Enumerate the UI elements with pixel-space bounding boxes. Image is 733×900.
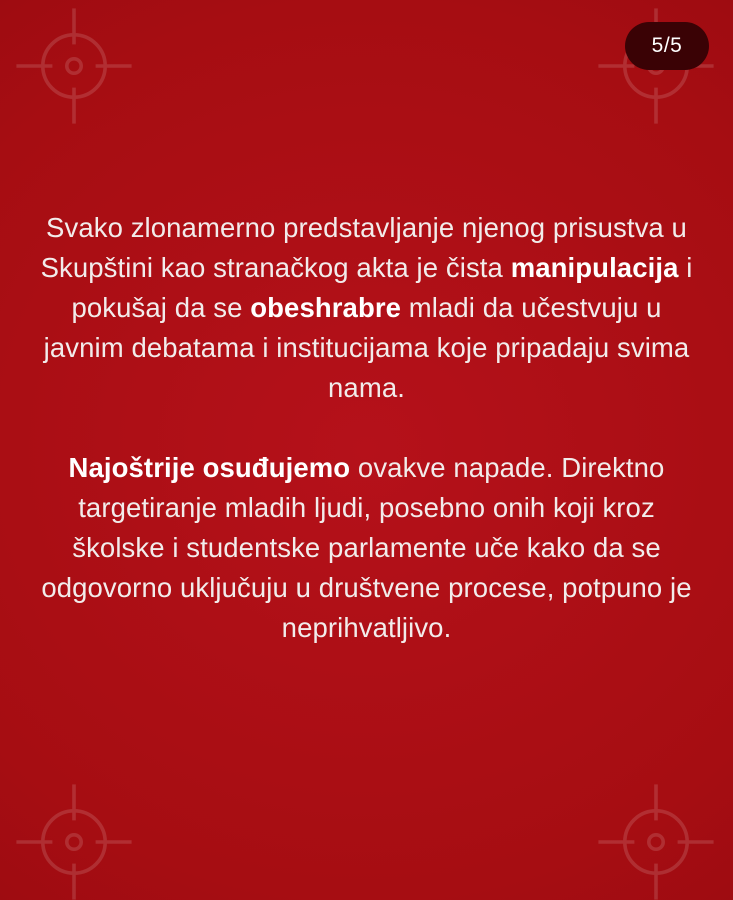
- paragraph-1-run-2: i pokušaj da se: [71, 252, 693, 323]
- paragraph-1: [32, 208, 701, 408]
- paragraph-1-run-3: obeshrabre: [250, 292, 402, 323]
- paragraph-1-run-0: Svako zlonamerno predstavljanje njenog prisustva u Skupštini kao stranačkog akta je čista: [40, 212, 687, 283]
- slide-text-content: [0, 208, 733, 648]
- paragraph-1-run-1: manipulacija: [510, 252, 679, 283]
- paragraph-1-run-4: mladi da učestvuju u javnim debatama i institucijama koje pripadaju svima nama.: [43, 292, 690, 403]
- slide-counter-badge: [625, 22, 709, 70]
- crosshair-icon-top-left: [14, 6, 134, 126]
- slide-counter-label: 5/5: [651, 34, 683, 57]
- paragraph-2-run-1: ovakve napade. Direktno targetiranje mladih ljudi, posebno onih koji kroz školske i studentske parlamente uče kako da se odgovorno uključuju u društvene procese, potpuno je neprihvatljivo.: [41, 452, 692, 643]
- paragraph-2-run-0: Najoštrije osuđujemo: [68, 452, 351, 483]
- crosshair-icon-bottom-left: [14, 782, 134, 900]
- crosshair-icon-bottom-right: [596, 782, 716, 900]
- paragraph-2: [32, 448, 701, 648]
